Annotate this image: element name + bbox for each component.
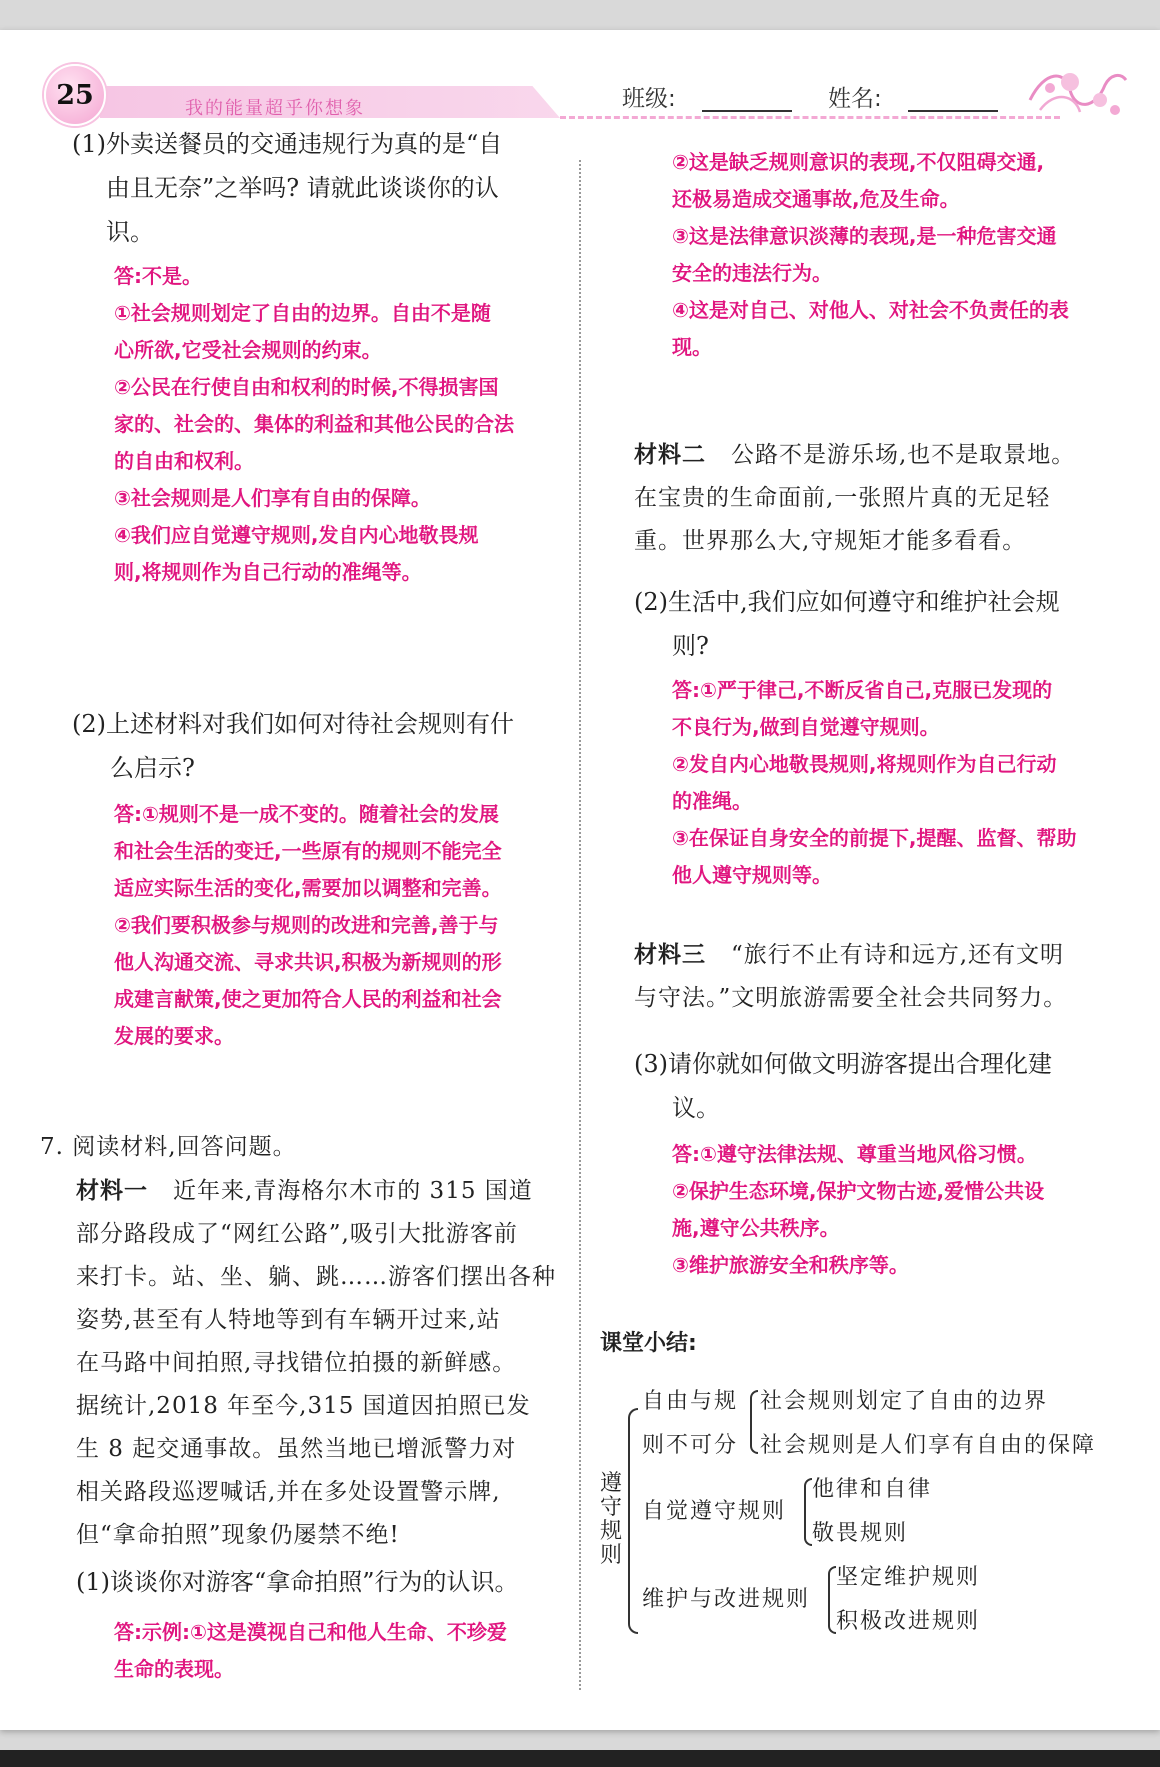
worksheet-page <box>0 30 1160 1730</box>
header-motto: 我的能量超乎你想象 <box>185 98 365 119</box>
material-1-label: 材料一 <box>76 1178 148 1204</box>
answer-7-2: 答:①严于律己,不断反省自己,克服已发现的 不良行为,做到自觉遵守规则。 ②发自内心地敬畏规则,将规则作为自己行动 的准绳。 ③在保证自身安全的前提下,提醒、监督、帮助 他人遵守规则等。 <box>672 678 1077 887</box>
question-1: (1)外卖送餐员的交通违规行为真的是“自 由且无奈”之举吗? 请就此谈谈你的认 识。 <box>72 130 503 246</box>
answer-7-1: 答:示例:①这是漠视自己和他人生命、不珍爱 生命的表现。 <box>114 1620 507 1681</box>
question-7-1: (1)谈谈你对游客“拿命拍照”行为的认识。 <box>76 1568 519 1596</box>
page-number: 25 <box>44 64 106 126</box>
summary-branch-2: 自觉遵守规则 <box>642 1499 787 1524</box>
summary-diagram <box>598 1370 1138 1670</box>
answer-2: 答:①规则不是一成不变的。随着社会的发展 和社会生活的变迁,一些原有的规则不能完全 适应实际生活的变化,需要加以调整和完善。 ②我们要积极参与规则的改进和完善,善于与 他人沟通交流、寻求共识,积极为新规则的形 成建言献策,使之更加符合人民的利益和社会 发展的要求。 <box>114 802 502 1048</box>
question-7-heading: 7. 阅读材料,回答问题。 <box>40 1134 297 1160</box>
name-field[interactable] <box>908 110 998 112</box>
floral-ornament-icon <box>1020 60 1130 124</box>
summary-branch-3-brace <box>828 1566 836 1634</box>
question-7-3: (3)请你就如何做文明游客提出合理化建 议。 <box>634 1050 1052 1122</box>
summary-title: 课堂小结: <box>600 1331 697 1356</box>
class-label: 班级: <box>622 86 676 112</box>
summary-root-brace <box>628 1408 638 1634</box>
answer-7-1-continued: ②这是缺乏规则意识的表现,不仅阻碍交通, 还极易造成交通事故,危及生命。 ③这是法律意识淡薄的表现,是一种危害交通 安全的违法行为。 ④这是对自己、对他人、对社会不负责任的表 现。 <box>672 150 1069 359</box>
answer-1: 答:不是。 ①社会规则划定了自由的边界。自由不是随 心所欲,它受社会规则的约束。 ②公民在行使自由和权利的时候,不得损害国 家的、社会的、集体的利益和其他公民的合法 的自由和权利。 ③社会规则是人们享有自由的保障。 ④我们应自觉遵守规则,发自内心地敬畏规 则,将规则作为自己行动的准绳等。 <box>114 264 514 584</box>
summary-branch-3: 维护与改进规则 <box>642 1587 811 1612</box>
summary-branch-2-items: 他律和自律 敬畏规则 <box>812 1477 933 1546</box>
answer-7-3: 答:①遵守法律法规、尊重当地风俗习惯。 ②保护生态环境,保护文物古迹,爱惜公共设 施,遵守公共秩序。 ③维护旅游安全和秩序等。 <box>672 1142 1045 1277</box>
name-label: 姓名: <box>828 86 882 112</box>
material-3-label: 材料三 <box>634 942 706 968</box>
header-divider <box>560 116 1060 119</box>
question-7-2: (2)生活中,我们应如何遵守和维护社会规 则? <box>634 588 1060 660</box>
material-2-label: 材料二 <box>634 442 706 468</box>
summary-branch-1-items: 社会规则划定了自由的边界 社会规则是人们享有自由的保障 <box>760 1389 1097 1458</box>
material-2: 材料二 公路不是游乐场,也不是取景地。 在宝贵的生命面前,一张照片真的无足轻 重。世界那么大,守规矩才能多看看。 <box>634 442 1076 554</box>
material-1: 材料一 近年来,青海格尔木市的 315 国道 部分路段成了“网红公路”,吸引大批游客前 来打卡。站、坐、躺、跳……游客们摆出各种 姿势,甚至有人特地等到有车辆开过来,站 在马路中间拍照,寻找错位拍摄的新鲜感。 据统计,2018 年至今,315 国道因拍照已发 生 8 起交通事故。虽然当地已增派警力对 相关路段巡逻喊话,并在多处设置警示牌, 但“拿命拍照”现象仍屡禁不绝! <box>76 1178 556 1548</box>
summary-root: 遵 守 规 则 <box>600 1471 625 1568</box>
summary-branch-1: 自由与规 则不可分 <box>642 1389 739 1458</box>
summary-branch-1-brace <box>750 1390 758 1454</box>
class-field[interactable] <box>702 110 792 112</box>
bottom-bar <box>0 1750 1160 1767</box>
page-header <box>40 58 1130 128</box>
summary-branch-3-items: 坚定维护规则 积极改进规则 <box>836 1565 981 1634</box>
material-3: 材料三 “旅行不止有诗和远方,还有文明 与守法。”文明旅游需要全社会共同努力。 <box>634 942 1068 1011</box>
summary-branch-2-brace <box>804 1478 812 1546</box>
question-2: (2)上述材料对我们如何对待社会规则有什 么启示? <box>72 710 514 782</box>
